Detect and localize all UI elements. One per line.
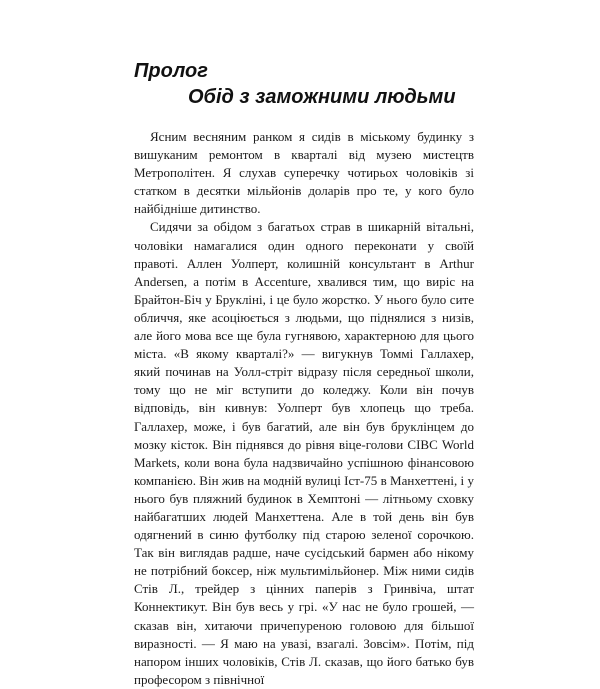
- chapter-label: Пролог: [134, 60, 208, 82]
- paragraph: Сидячи за обідом з багатьох страв в шикарній вітальні, чоловіки намагалися один одного переконати у своїй правоті. Аллен Уолперт, колишній консультант в Arthur Andersen, а потім в Accenture, хвалився тим, що виріс на Брайтон-Біч у Брукліні, і це було жорстко. У нього було сите обличчя, яке асоціюється з людьми, що піднялися з низів, але його мова все ще була гугнявою, характерною для цього міста. «В якому кварталі?» — вигукнув Томмі Галлахер, який починав на Уолл-стріт відразу після середньої школи, тому що не міг вступити до коледжу. Коли він почув відповідь, він кивнув: Уолперт був хлопець що треба. Галлахер, може, і був багатий, але він був бруклінцем до мозку кісток. Він піднявся до рівня віце-голови CIBC World Markets, коли вона була надзвичайно успішною фінансовою компанією. Він жив на модній вулиці Іст-75 в Манхеттені, і у нього був пляжний будинок в Хемптоні — літньому сховку найбагатших людей Манхеттена. Але в той день він був одягнений в синю футболку під старою зеленої сорочкою. Так він виглядав радше, наче сусідський бармен або нікому не потрібний боксер, ніж мультимільйонер. Між ними сидів Стів Л., трейдер з цінних паперів з Гринвіча, штат Коннектикут. Він був весь у грі. «У нас не було грошей, — сказав він, хитаючи причепуреною головою для більшої виразності. — Я маю на увазі, взагалі. Зовсім». Потім, під напором інших чоловіків, Стів Л. сказав, що його батько був професором з північної: [134, 219, 474, 687]
- paragraph: Ясним весняним ранком я сидів в міському будинку з вишуканим ремонтом в кварталі від музею мистецтв Метрополітен. Я слухав суперечку чотирьох чоловіків зі статком в десятки мільйонів доларів про те, у кого було найбідніше дитинство.: [134, 129, 474, 217]
- chapter-heading: [134, 58, 456, 110]
- body-text: [134, 128, 474, 689]
- chapter-title: Обід з заможними людьми: [188, 86, 456, 108]
